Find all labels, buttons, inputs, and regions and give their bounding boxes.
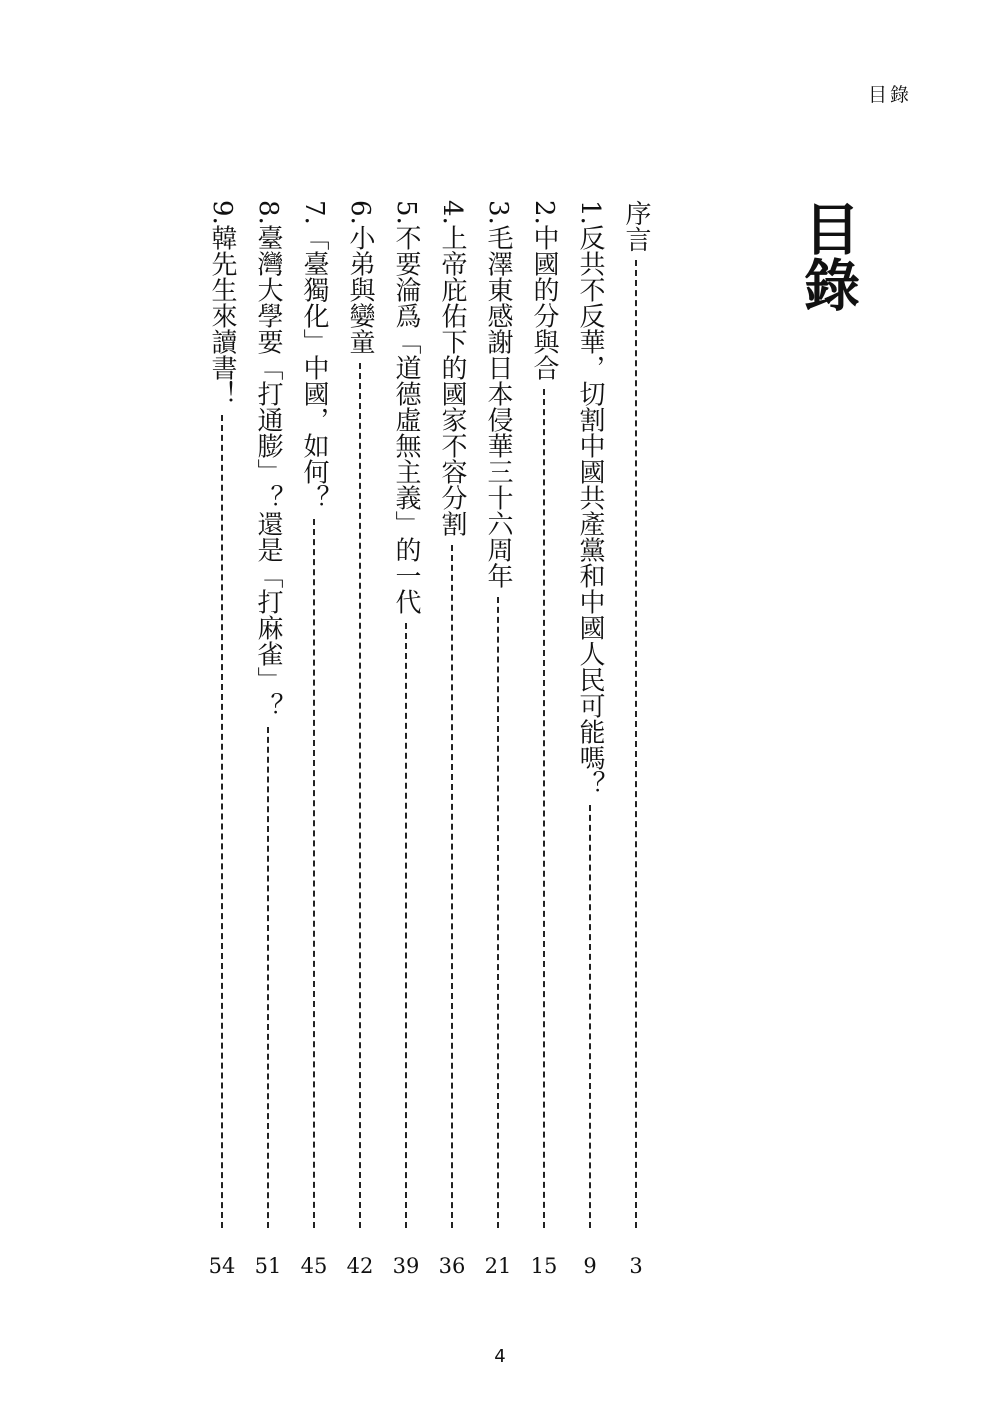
toc-entry-1[interactable] bbox=[572, 200, 608, 1285]
toc-entry-2[interactable] bbox=[526, 200, 562, 1285]
entry-page-number: 54 bbox=[208, 1254, 236, 1278]
toc-entry-7[interactable] bbox=[296, 200, 332, 1285]
dotted-leader bbox=[543, 389, 545, 1228]
entry-label: 5.不要淪爲「道德虛無主義」的一代 bbox=[391, 200, 421, 615]
toc-entry-8[interactable] bbox=[250, 200, 286, 1285]
dotted-leader bbox=[497, 597, 499, 1228]
entry-label: 序言 bbox=[621, 200, 651, 252]
dotted-leader bbox=[451, 545, 453, 1228]
entry-page-number: 51 bbox=[254, 1254, 282, 1278]
dotted-leader bbox=[221, 415, 223, 1228]
dotted-leader bbox=[589, 805, 591, 1228]
toc-entry-6[interactable] bbox=[342, 200, 378, 1285]
entry-label: 9.韓先生來讀書！ bbox=[207, 200, 237, 407]
toc-entry-preface[interactable] bbox=[618, 200, 654, 1285]
dotted-leader bbox=[359, 363, 361, 1228]
running-header: 目錄 bbox=[868, 84, 913, 106]
entry-label: 1.反共不反華，切割中國共產黨和中國人民可能嗎？ bbox=[575, 200, 605, 797]
entry-label: 4.上帝庇佑下的國家不容分割 bbox=[437, 200, 467, 537]
toc-entry-5[interactable] bbox=[388, 200, 424, 1285]
page-title: 目錄 bbox=[795, 200, 861, 312]
entry-page-number: 42 bbox=[346, 1254, 374, 1278]
dotted-leader bbox=[635, 260, 637, 1228]
dotted-leader bbox=[267, 727, 269, 1228]
toc-entry-4[interactable] bbox=[434, 200, 470, 1285]
entry-page-number: 21 bbox=[484, 1254, 512, 1278]
dotted-leader bbox=[405, 623, 407, 1228]
page-number: 4 bbox=[494, 1346, 506, 1367]
entry-label: 8.臺灣大學要「打通膨」？還是「打麻雀」？ bbox=[253, 200, 283, 719]
entry-page-number: 9 bbox=[583, 1254, 597, 1278]
dotted-leader bbox=[313, 519, 315, 1228]
toc-entry-3[interactable] bbox=[480, 200, 516, 1285]
entry-label: 2.中國的分與合 bbox=[529, 200, 559, 381]
entry-page-number: 3 bbox=[629, 1254, 643, 1278]
entry-label: 6.小弟與孌童 bbox=[345, 200, 375, 355]
toc-list bbox=[180, 200, 660, 1285]
toc-entry-9[interactable] bbox=[204, 200, 240, 1285]
entry-page-number: 45 bbox=[300, 1254, 328, 1278]
entry-page-number: 15 bbox=[530, 1254, 558, 1278]
entry-page-number: 36 bbox=[438, 1254, 466, 1278]
entry-label: 3.毛澤東感謝日本侵華三十六周年 bbox=[483, 200, 513, 589]
entry-page-number: 39 bbox=[392, 1254, 420, 1278]
entry-label: 7.「臺獨化」中國，如何？ bbox=[299, 200, 329, 511]
